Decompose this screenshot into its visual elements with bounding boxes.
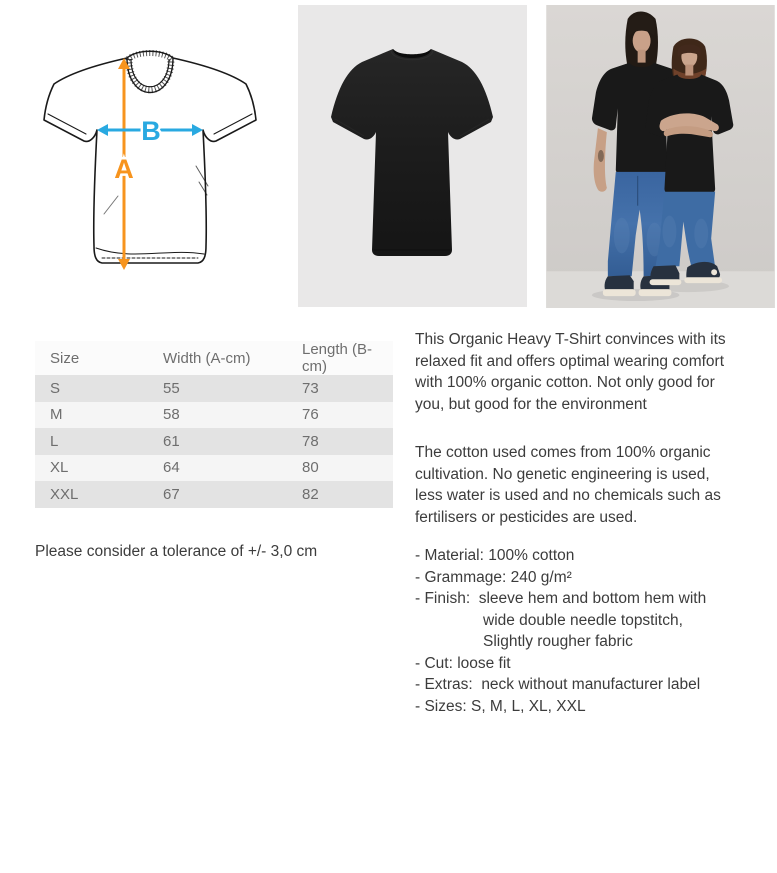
size-chart-header-row [35,341,393,375]
size-value: L [50,432,59,450]
width-value: 55 [163,379,180,397]
width-value: 67 [163,485,180,503]
spec-finish-cont: Slightly rougher fabric [483,633,633,650]
spec-finish-cont: wide double needle topstitch, [483,611,683,629]
size-value: S [50,379,61,397]
size-value: M [50,406,63,424]
measurement-arrow-b [97,116,203,146]
column-header-width: Width (A-cm) [163,349,251,367]
measurement-sketch [0,0,297,318]
spec-cut: - Cut: loose fit [415,654,511,672]
width-value: 61 [163,432,180,450]
size-value: XL [50,459,69,477]
length-value: 80 [302,459,319,477]
spec-list [415,545,777,717]
product-photo-flat [298,5,527,307]
description-line: with 100% organic cotton. Not only good for [415,374,715,391]
width-value: 64 [163,459,180,477]
spec-finish: - Finish: sleeve hem and bottom hem with [415,590,707,607]
measurement-label-a: A [114,154,134,184]
description-line: you, but good for the environment [415,395,647,413]
tshirt-outline [44,58,256,263]
flat-tshirt-photo [298,5,527,307]
spec-grammage: - Grammage: 240 g/m² [415,568,572,586]
description-paragraph-1 [415,329,777,415]
product-description [415,329,777,717]
models-photo [545,5,776,308]
description-paragraph-2 [415,442,777,528]
width-value: 58 [163,406,180,424]
table-row-xl [35,455,393,482]
description-line: relaxed fit and offers optimal wearing comfort [415,352,725,370]
description-line: This Organic Heavy T-Shirt convinces with its [415,331,726,348]
spec-sizes: - Sizes: S, M, L, XL, XXL [415,697,586,715]
length-value: 76 [302,406,319,424]
measurement-arrow-a [114,58,134,270]
description-line: less water is used and no chemicals such as [415,487,721,504]
tolerance-note: Please consider a tolerance of +/- 3,0 cm [35,543,318,560]
spec-extras: - Extras: neck without manufacturer label [415,676,701,693]
length-value: 82 [302,485,319,503]
column-header-length: Length (B-cm) [302,341,373,375]
collar [127,51,173,92]
description-line: The cotton used comes from 100% organic [415,444,711,461]
column-header-size: Size [50,349,80,367]
measurement-label-b: B [141,116,161,146]
description-line: fertilisers or pesticides are used. [415,508,638,526]
length-value: 78 [302,432,319,450]
table-row-m [35,402,393,429]
table-row-l [35,428,393,455]
size-chart-table [35,341,393,508]
spec-material: - Material: 100% cotton [415,547,575,564]
description-line: cultivation. No genetic engineering is used, [415,465,710,483]
table-row-xxl [35,481,393,508]
length-value: 73 [302,379,319,397]
sketch-tshirt-drawing [38,18,260,280]
table-row-s [35,375,393,402]
product-photo-models [545,5,776,308]
size-value: XXL [50,485,79,503]
